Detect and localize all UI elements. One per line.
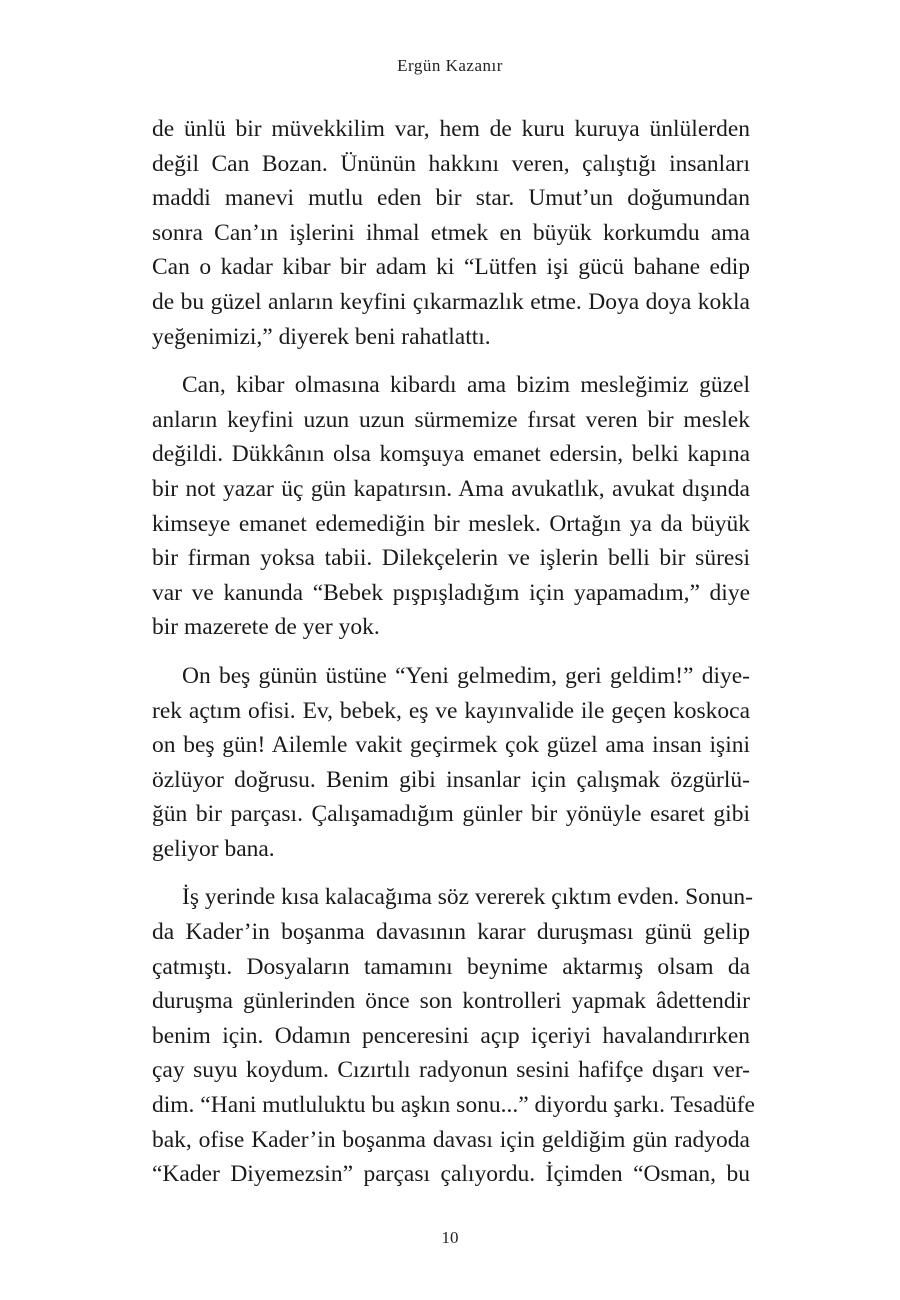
text-line: çatmıştı. Dosyaların tamamını beynime aktarmış olsam da bbox=[152, 953, 750, 980]
text-line: çay suyu koydum. Cızırtılı radyonun sesini hafifçe dışarı ver- bbox=[152, 1057, 750, 1084]
text-line: İş yerinde kısa kalacağıma söz vererek çıktım evden. Sonun- bbox=[182, 884, 753, 911]
paragraph-4 bbox=[152, 880, 755, 1191]
text-line: değildi. Dükkânın olsa komşuya emanet edersin, belki kapına bbox=[152, 441, 750, 468]
text-line: rek açtım ofisi. Ev, bebek, eş ve kayınvalide ile geçen koskoca bbox=[152, 697, 750, 724]
text-line: bir not yazar üç gün kapatırsın. Ama avukatlık, avukat dışında bbox=[152, 475, 750, 502]
text-line: sonra Can’ın işlerini ihmal etmek en büyük korkumdu ama bbox=[152, 219, 750, 246]
text-line: yeğenimizi,” diyerek beni rahatlattı. bbox=[152, 323, 491, 350]
text-line: dim. “Hani mutluluktu bu aşkın sonu...” diyordu şarkı. Tesadüfe bbox=[152, 1092, 755, 1119]
text-line: benim için. Odamın penceresini açıp içeriyi havalandırırken bbox=[152, 1022, 750, 1049]
text-line: bak, ofise Kader’in boşanma davası için geldiğim gün radyoda bbox=[152, 1126, 750, 1153]
text-line: de ünlü bir müvekkilim var, hem de kuru kuruya ünlülerden bbox=[152, 116, 750, 142]
text-line: “Kader Diyemezsin” parçası çalıyordu. İçimden “Osman, bu bbox=[152, 1161, 750, 1188]
text-line: Can, kibar olmasına kibardı ama bizim mesleğimiz güzel bbox=[182, 372, 750, 399]
text-line: de bu güzel anların keyfini çıkarmazlık etme. Doya doya kokla bbox=[152, 288, 750, 315]
text-line: da Kader’in boşanma davasının karar duruşması günü gelip bbox=[152, 919, 750, 946]
text-line: bir mazerete de yer yok. bbox=[152, 614, 380, 641]
text-line: Can o kadar kibar bir adam ki “Lütfen işi gücü bahane edip bbox=[152, 254, 750, 281]
text-line: On beş günün üstüne “Yeni gelmedim, geri geldim!” diye- bbox=[182, 662, 750, 689]
body-text bbox=[152, 112, 755, 1206]
text-line: duruşma günlerinden önce son kontrolleri yapmak âdettendir bbox=[152, 988, 750, 1015]
text-line: kimseye emanet edemediğin bir meslek. Ortağın ya da büyük bbox=[152, 510, 750, 537]
running-head-author: Ergün Kazanır bbox=[397, 56, 503, 75]
text-line: değil Can Bozan. Ününün hakkını veren, çalıştığı insanları bbox=[152, 150, 750, 177]
text-line: bir firman yoksa tabii. Dilekçelerin ve işlerin belli bir süresi bbox=[152, 545, 750, 572]
text-line: özlüyor doğrusu. Benim gibi insanlar için çalışmak özgürlü- bbox=[152, 766, 750, 793]
text-line: maddi manevi mutlu eden bir star. Umut’un doğumundan bbox=[152, 185, 750, 212]
page-number: 10 bbox=[441, 1228, 459, 1247]
text-line: anların keyfini uzun uzun sürmemize fırsat veren bir meslek bbox=[152, 406, 750, 433]
paragraph-1 bbox=[152, 112, 750, 354]
text-line: var ve kanunda “Bebek pışpışladığım için yapamadım,” diye bbox=[152, 579, 750, 606]
text-line: ğün bir parçası. Çalışamadığım günler bir yönüyle esaret gibi bbox=[152, 801, 750, 828]
text-line: geliyor bana. bbox=[152, 835, 275, 862]
text-line: on beş gün! Ailemle vakit geçirmek çok güzel ama insan işini bbox=[152, 732, 750, 759]
paragraph-2 bbox=[152, 368, 750, 645]
paragraph-3 bbox=[152, 659, 750, 867]
